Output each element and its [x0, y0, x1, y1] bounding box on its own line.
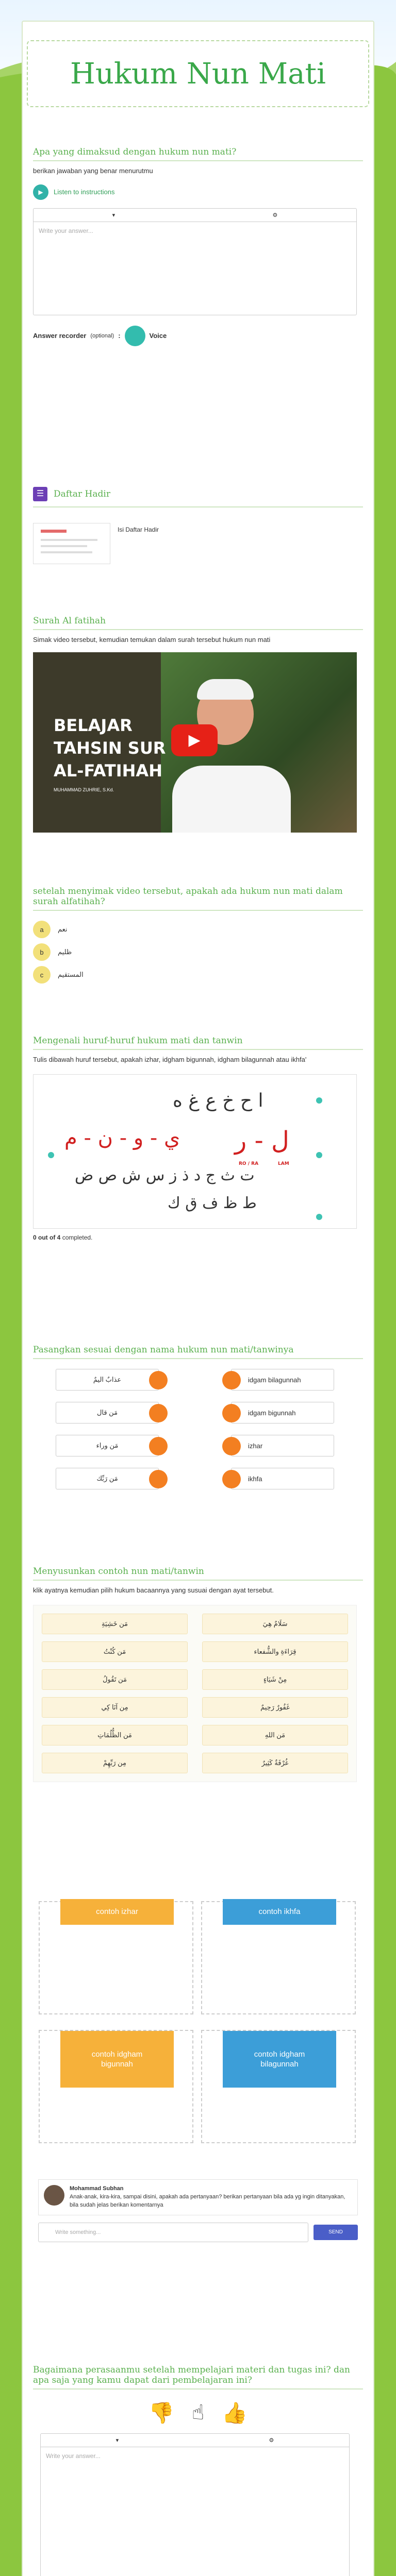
comments-section [38, 2179, 358, 2242]
drop-zone-izhar[interactable] [39, 1901, 193, 2014]
reflection-title: Bagaimana perasaanmu setelah mempelajari materi dan tugas ini? dan apa saja yang kamu dapat dari pembelajaran ini? [33, 2365, 363, 2389]
question-description: berikan jawaban yang benar menurutmu [33, 167, 153, 175]
comment-item [38, 2179, 358, 2215]
record-button[interactable] [125, 326, 145, 346]
send-button[interactable]: SEND [314, 2225, 358, 2240]
recorder-label: Answer recorder [33, 332, 87, 340]
match-right-item[interactable]: ikhfa [231, 1468, 334, 1489]
recorder-optional: (optional) [90, 332, 114, 339]
editor-toolbar [34, 209, 356, 222]
reflection-section [33, 2365, 363, 2576]
comment-input[interactable]: Write something... [38, 2223, 308, 2242]
classify-item[interactable]: مِنْ شَيَاءٍ [202, 1669, 348, 1690]
choice-badge[interactable]: c [33, 966, 51, 984]
match-row [56, 1366, 334, 1393]
match-left-item[interactable]: مَن وراء [56, 1435, 159, 1456]
choice-option[interactable] [33, 918, 363, 941]
play-icon[interactable]: ▶ [33, 184, 48, 200]
choice-text[interactable]: ظليم [58, 948, 72, 956]
dropdown-icon[interactable]: ▾ [112, 212, 116, 218]
hotspot[interactable] [316, 1214, 322, 1220]
drop-zone-label: contoh izhar [60, 1899, 174, 1925]
match-right-item[interactable]: idgam bilagunnah [231, 1369, 334, 1391]
classify-item[interactable]: مَن خَشِيَةِ [42, 1614, 188, 1634]
match-row [56, 1432, 334, 1459]
classify-section [33, 1566, 363, 1782]
multiple-choice-title: setelah menyimak video tersebut, apakah ada hukum nun mati dalam surah alfatihah? [33, 886, 363, 911]
match-right-item[interactable]: idgam bigunnah [231, 1402, 334, 1423]
classify-item[interactable]: مَن تَقُولُ [42, 1669, 188, 1690]
classify-item[interactable]: مَن الظُّلُمَاتِ [42, 1725, 188, 1745]
settings-icon[interactable]: ⚙ [272, 212, 278, 218]
title-banner [27, 40, 369, 107]
drop-zone-label: contoh idgham bigunnah [60, 2031, 174, 2088]
question-title: Apa yang dimaksud dengan hukum nun mati? [33, 147, 363, 161]
completion-suffix: completed. [62, 1233, 93, 1241]
letters-title: Mengenali huruf-huruf hukum mati dan tanwin [33, 1036, 363, 1050]
match-row [56, 1399, 334, 1426]
list-icon: ☰ [33, 487, 47, 501]
hotspot[interactable] [48, 1152, 54, 1158]
attendance-attachment[interactable] [33, 523, 363, 564]
thumbs-up-icon[interactable]: 👍 [222, 2402, 248, 2425]
listen-label: Listen to instructions [54, 188, 115, 196]
classify-item[interactable]: سَلَامٌ هِيَ [202, 1614, 348, 1634]
drop-zone-label: contoh ikhfa [223, 1899, 336, 1925]
classify-item[interactable]: غُرْفَةٌ كَثِيرٌ [202, 1753, 348, 1773]
letters-group-bilagunnah: ل - ر [235, 1126, 289, 1155]
comment-author: Mohammad Subhan [70, 2185, 124, 2192]
reflection-editor[interactable] [40, 2433, 350, 2576]
letters-sub-ro: RO / RA [239, 1161, 259, 1166]
multiple-choice-section [33, 886, 363, 986]
page-title: Hukum Nun Mati [70, 57, 326, 91]
match-row [56, 1465, 334, 1492]
match-left-item[interactable]: عذابٌ اليمٌ [56, 1369, 159, 1391]
choice-badge[interactable]: a [33, 921, 51, 938]
attendance-header [33, 487, 363, 507]
letters-group-ikhfa: ت ث ج د ذ ز س ش ص ض [75, 1166, 255, 1184]
choice-list [33, 918, 363, 986]
letters-group-bigunnah: ي - و - ن - م [64, 1126, 180, 1150]
choice-text[interactable]: نعم [58, 925, 68, 933]
letters-image [33, 1074, 357, 1229]
completion-status [33, 1234, 363, 1241]
classify-title: Menyusunkan contoh nun mati/tanwin [33, 1566, 363, 1581]
classify-item[interactable]: مَن كُنْتُ [42, 1641, 188, 1662]
match-right-item[interactable]: izhar [231, 1435, 334, 1456]
question-section [33, 147, 363, 346]
recorder-colon: : [118, 332, 121, 340]
attendance-title: Daftar Hadir [54, 489, 110, 499]
drop-zone-ikhfa[interactable] [201, 1901, 356, 2014]
video-section [33, 616, 363, 833]
classify-item[interactable]: مِن آنَا كِي [42, 1697, 188, 1718]
classify-item[interactable]: مِن رَبِّهِمْ [42, 1753, 188, 1773]
letters-description: Tulis dibawah huruf tersebut, apakah izhar, idgham bigunnah, idgham bilagunnah atau ikhfa' [33, 1056, 307, 1063]
reflection-input[interactable]: Write your answer... [46, 2452, 101, 2460]
dropdown-icon[interactable]: ▾ [116, 2437, 119, 2444]
hand-pointing-icon[interactable]: ☝ [191, 2401, 205, 2424]
letters-group-izhar: ا ح خ ع غ ه [173, 1090, 263, 1111]
matching-section [33, 1345, 363, 1492]
drop-zone-bigunnah[interactable] [39, 2030, 193, 2143]
choice-option[interactable] [33, 941, 363, 963]
video-section-description: Simak video tersebut, kemudian temukan dalam surah tersebut hukum nun mati [33, 636, 271, 643]
letters-group-ikhfa-2: ط ظ ف ق ك [168, 1194, 257, 1212]
attachment-label[interactable]: Isi Daftar Hadir [118, 526, 159, 533]
matching-title: Pasangkan sesuai dengan nama hukum nun mati/tanwinya [33, 1345, 363, 1359]
letters-section [33, 1036, 363, 1241]
attachment-thumbnail[interactable] [33, 523, 110, 564]
classify-item[interactable]: غَفُورٌ رَحِيمٌ [202, 1697, 348, 1718]
youtube-play-icon[interactable]: ▶ [171, 724, 218, 756]
choice-text[interactable]: المستقيم [58, 971, 84, 978]
choice-badge[interactable]: b [33, 943, 51, 961]
match-left-item[interactable]: مَن قال [56, 1402, 159, 1423]
comment-composer [38, 2223, 358, 2242]
thumbs-down-icon[interactable]: 👎 [148, 2402, 174, 2425]
drop-zone-bilagunnah[interactable] [201, 2030, 356, 2143]
classify-item[interactable]: قِرَاءَةِ والشُّفعاء [202, 1641, 348, 1662]
choice-option[interactable] [33, 963, 363, 986]
hotspot[interactable] [316, 1097, 322, 1104]
avatar [44, 2185, 64, 2206]
video-overlay-subtitle: MUHAMMAD ZUHRIE, S.Kd. [54, 787, 114, 792]
answer-editor[interactable] [33, 208, 357, 315]
classify-description: klik ayatnya kemudian pilih hukum bacaannya yang susuai dengan ayat tersebut. [33, 1586, 274, 1594]
drop-zone-label: contoh idgham bilagunnah [223, 2031, 336, 2088]
match-left-item[interactable]: مَن رَبِّك [56, 1468, 159, 1489]
hotspot[interactable] [316, 1152, 322, 1158]
matching-board [56, 1366, 334, 1492]
attendance-section [33, 487, 363, 564]
voice-label: Voice [149, 332, 167, 340]
answer-input[interactable]: Write your answer... [39, 227, 93, 234]
completion-count: 0 out of 4 [33, 1233, 61, 1241]
video-player[interactable] [33, 652, 357, 833]
video-section-title: Surah Al fatihah [33, 616, 363, 630]
video-overlay-title: BELAJAR TAHSIN SUR AL-FATIHAH [54, 715, 166, 781]
answer-recorder [33, 326, 363, 346]
classify-item[interactable]: مَن اللهِ [202, 1725, 348, 1745]
editor-toolbar [41, 2434, 349, 2447]
settings-icon[interactable]: ⚙ [269, 2437, 274, 2444]
comment-text: Anak-anak, kira-kira, sampai disini, apakah ada pertanyaan? berikan pertanyaan bila ada yg ingin ditanyakan, bila sudah jelas berikan komentarnya [70, 2193, 345, 2208]
listen-instructions[interactable] [33, 184, 363, 200]
classify-items [33, 1605, 357, 1782]
reaction-icons [33, 2401, 363, 2425]
letters-sub-lam: LAM [278, 1161, 289, 1166]
